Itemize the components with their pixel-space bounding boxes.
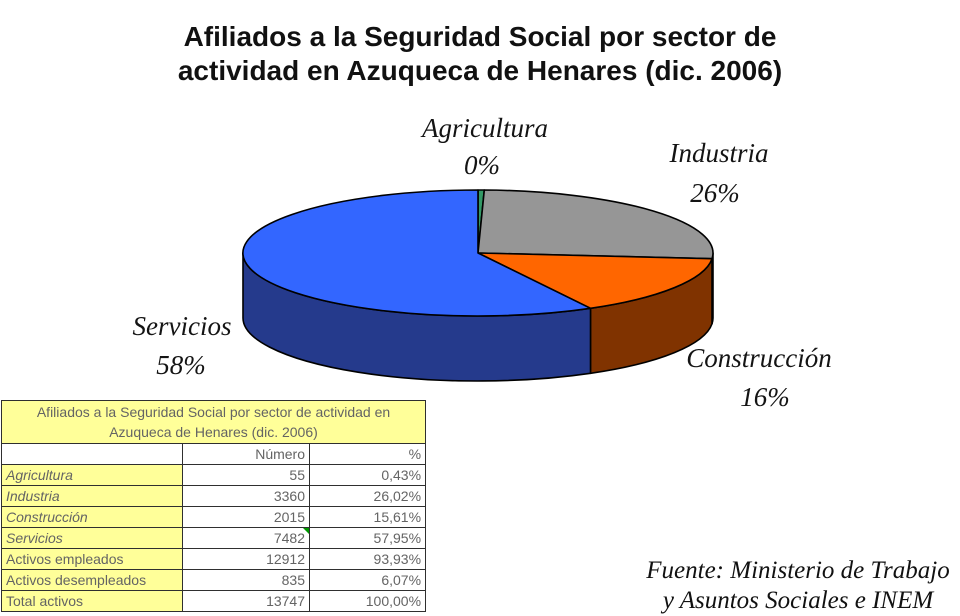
table-row — [2, 486, 426, 507]
row-pct: 57,95% — [310, 528, 426, 549]
pie-pct-agricultura: 0% — [464, 150, 500, 180]
col-header-numero: Número — [183, 444, 310, 465]
table-row — [2, 570, 426, 591]
row-pct: 6,07% — [310, 570, 426, 591]
pie-slice-industria — [478, 190, 713, 259]
table-row — [2, 591, 426, 612]
table-title-line2: Azuqueca de Henares (dic. 2006) — [109, 424, 318, 440]
data-table — [1, 400, 426, 612]
page-title-line1: Afiliados a la Seguridad Social por sector de — [183, 21, 777, 52]
row-pct: 100,00% — [310, 591, 426, 612]
table-header-row — [2, 444, 426, 465]
row-label: Activos desempleados — [2, 570, 183, 591]
row-label: Industria — [2, 486, 183, 507]
row-numero: 12912 — [183, 549, 310, 570]
col-header-pct: % — [310, 444, 426, 465]
table-title — [2, 401, 426, 444]
table-title-line1: Afiliados a la Seguridad Social por sector de actividad en — [36, 404, 391, 420]
row-label: Activos empleados — [2, 549, 183, 570]
table-row — [2, 507, 426, 528]
pie-label-servicios: Servicios — [132, 311, 232, 341]
row-label: Total activos — [2, 591, 183, 612]
source-note — [646, 556, 949, 616]
row-pct: 93,93% — [310, 549, 426, 570]
table-row — [2, 528, 426, 549]
pie-label-agricultura: Agricultura — [422, 113, 548, 143]
pie-pct-servicios: 58% — [156, 350, 206, 380]
row-numero: 3360 — [183, 486, 310, 507]
row-numero: 835 — [183, 570, 310, 591]
table-row — [2, 465, 426, 486]
row-numero-value: 7482 — [273, 530, 305, 546]
pie-pct-industria: 26% — [690, 178, 740, 208]
row-numero: 2015 — [183, 507, 310, 528]
row-pct: 26,02% — [310, 486, 426, 507]
table-title-row — [2, 401, 426, 444]
pie-label-industria: Industria — [669, 138, 769, 168]
source-line2: y Asuntos Sociales e INEM — [662, 587, 934, 614]
row-numero — [183, 528, 310, 549]
col-header-empty — [2, 444, 183, 465]
table-row — [2, 549, 426, 570]
page-title-line2: actividad en Azuqueca de Henares (dic. 2006) — [177, 55, 783, 86]
cell-comment-indicator — [303, 528, 309, 534]
pie-label-construccion: Construcción — [686, 343, 832, 373]
pie-pct-construccion: 16% — [740, 382, 790, 412]
row-label: Construcción — [2, 507, 183, 528]
row-label: Agricultura — [2, 465, 183, 486]
row-pct: 15,61% — [310, 507, 426, 528]
row-label: Servicios — [2, 528, 183, 549]
row-pct: 0,43% — [310, 465, 426, 486]
row-numero: 13747 — [183, 591, 310, 612]
source-line1: Fuente: Ministerio de Trabajo — [646, 557, 950, 584]
row-numero: 55 — [183, 465, 310, 486]
